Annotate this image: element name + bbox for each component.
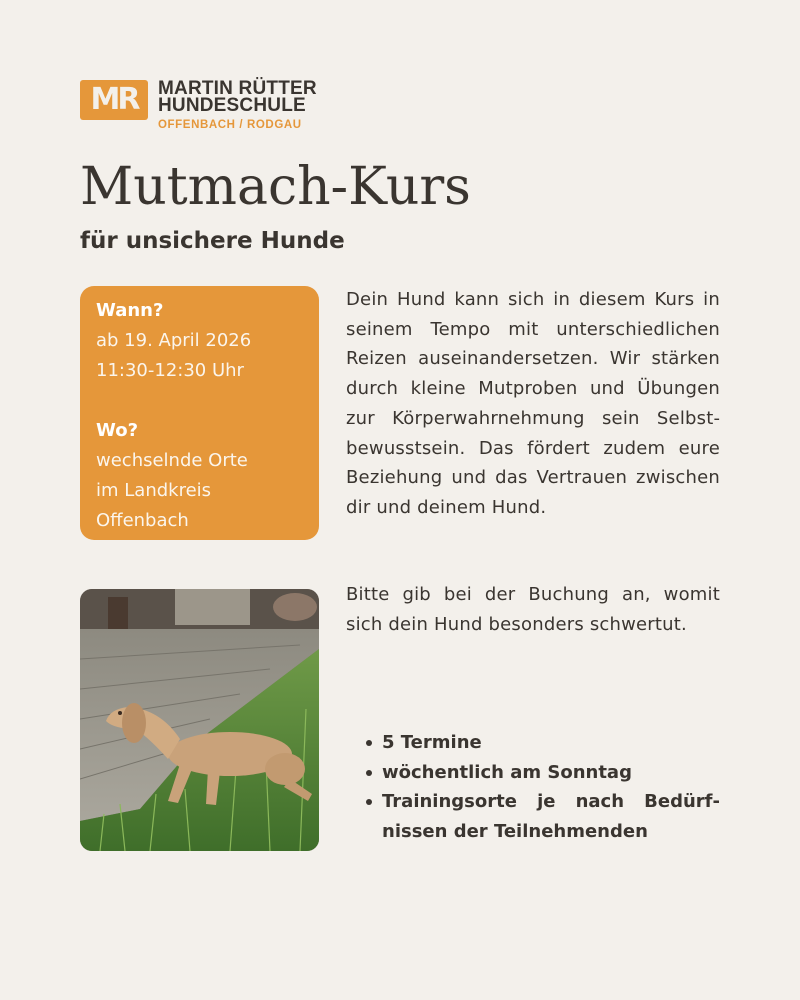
page-title: Mutmach-Kurs — [80, 157, 471, 217]
where-label: Wo? — [96, 420, 139, 441]
brand-text — [158, 80, 317, 131]
brand-logo — [80, 80, 317, 131]
dog-photo — [80, 589, 319, 851]
course-description: Dein Hund kann sich in diesem Kurs in seinem Tempo mit unterschiedlichen Reizen auseinandersetzen. Wir stärken durch kleine Mutproben und Übungen zur Körperwahrnehmung sein Selbstbewusstsein. Das fördert zudem eure Beziehung und das Vertrauen zwischen dir und deinem Hund. — [346, 289, 720, 518]
brand-location: OFFENBACH / RODGAU — [158, 119, 302, 131]
when-date: ab 19. April 2026 — [96, 330, 252, 351]
brand-name-line1: MARTIN RÜTTER — [158, 78, 317, 99]
when-time: 11:30-12:30 Uhr — [96, 360, 244, 381]
page-subtitle: für unsichere Hunde — [80, 228, 345, 254]
feature-item: wöchentlich am Sonntag — [364, 758, 720, 788]
when-label: Wann? — [96, 300, 164, 321]
where-line: im Landkreis — [96, 480, 212, 501]
dog-photo-illustration — [80, 589, 319, 851]
brand-name-line2: HUNDESCHULE — [158, 95, 306, 116]
where-line: wechselnde Orte — [96, 450, 248, 471]
where-line: Offenbach — [96, 510, 189, 531]
feature-item: 5 Termine — [364, 728, 720, 758]
feature-list — [364, 728, 720, 847]
course-info-box — [80, 286, 319, 540]
feature-item: Trainingsorte je nach Bedürfnissen der Teilnehmenden — [364, 787, 720, 846]
mr-logo-mark: MR — [80, 80, 148, 120]
booking-note: Bitte gib bei der Buchung an, womit sich dein Hund besonders schwertut. — [346, 584, 720, 635]
